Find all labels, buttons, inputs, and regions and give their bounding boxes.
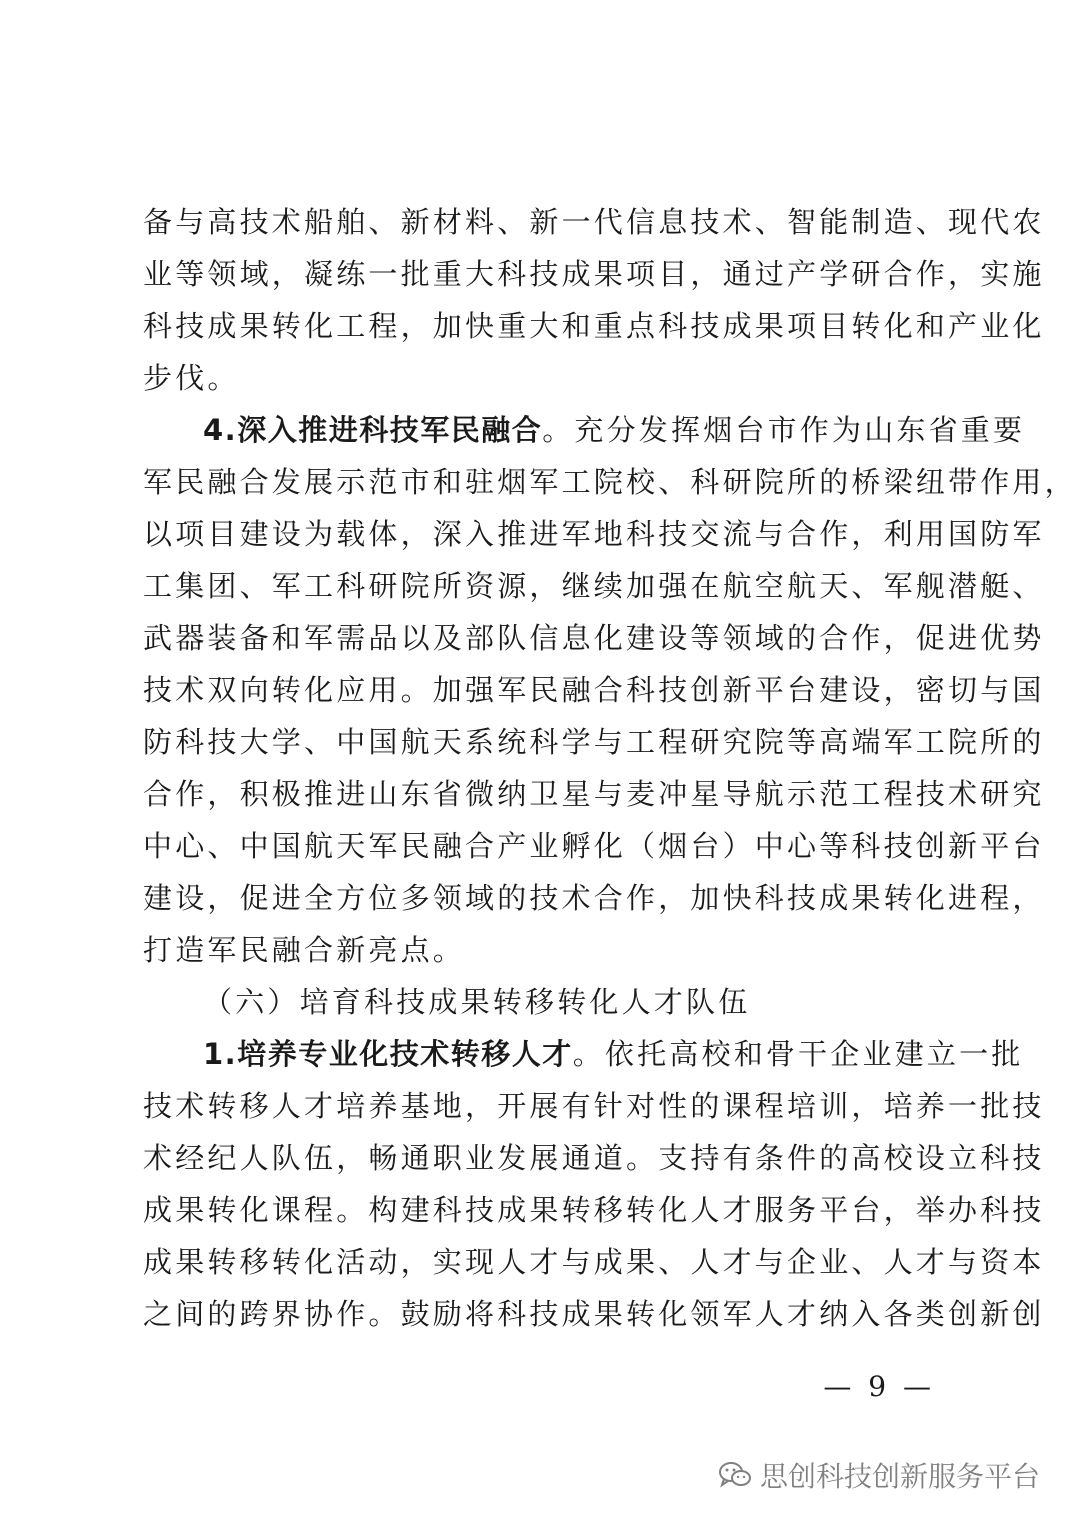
- text-line: 军民融合发展示范市和驻烟军工院校、科研院所的桥梁纽带作用，: [143, 465, 1077, 499]
- body-text: [143, 196, 1077, 1340]
- text-line: 术经纪人队伍，畅通职业发展通道。支持有条件的高校设立科技: [143, 1141, 1045, 1175]
- text-line: 成果转化课程。构建科技成果转移转化人才服务平台，举办科技: [143, 1193, 1045, 1227]
- text-line: 业等领域，凝练一批重大科技成果项目，通过产学研合作，实施: [143, 257, 1045, 291]
- text-line: 以项目建设为载体，深入推进军地科技交流与合作，利用国防军: [143, 517, 1045, 551]
- text-line: 武器装备和军需品以及部队信息化建设等领域的合作，促进优势: [143, 621, 1045, 655]
- text-line: 中心、中国航天军民融合产业孵化（烟台）中心等科技创新平台: [143, 829, 1045, 863]
- text-line: 步伐。: [143, 361, 240, 395]
- watermark-text: 思创科技创新服务平台: [759, 1460, 1040, 1493]
- text-line: 技术转移人才培养基地，开展有针对性的课程培训，培养一批技: [143, 1089, 1045, 1123]
- text-run: 。依托高校和骨干企业建立一批: [572, 1037, 1024, 1071]
- text-line: 科技成果转化工程，加快重大和重点科技成果项目转化和产业化: [143, 309, 1045, 343]
- text-line: 成果转移转化活动，实现人才与成果、人才与企业、人才与资本: [143, 1245, 1045, 1279]
- text-line: 建设，促进全方位多领域的技术合作，加快科技成果转化进程，: [143, 881, 1045, 915]
- text-line: 打造军民融合新亮点。: [143, 933, 466, 967]
- text-line: 合作，积极推进山东省微纳卫星与麦冲星导航示范工程技术研究: [143, 777, 1045, 811]
- text-line: 工集团、军工科研院所资源，继续加强在航空航天、军舰潜艇、: [143, 569, 1045, 603]
- text-run: 。充分发挥烟台市作为山东省重要: [542, 413, 1026, 447]
- paragraph-first-line: [143, 1028, 1024, 1080]
- text-line: 备与高技术船舶、新材料、新一代信息技术、智能制造、现代农: [143, 205, 1045, 239]
- paragraph-heading: 4.深入推进科技军民融合: [203, 413, 543, 447]
- watermark: [718, 1455, 1040, 1495]
- paragraph-heading: 1.培养专业化技术转移人才: [203, 1037, 573, 1071]
- text-line: 技术双向转化应用。加强军民融合科技创新平台建设，密切与国: [143, 673, 1045, 707]
- text-line: 防科技大学、中国航天系统科学与工程研究院等高端军工院所的: [143, 725, 1045, 759]
- section-heading: （六）培育科技成果转移转化人才队伍: [203, 985, 751, 1019]
- wechat-icon: [718, 1460, 752, 1490]
- text-line: 之间的跨界协作。鼓励将科技成果转化领军人才纳入各类创新创: [143, 1297, 1045, 1331]
- paragraph-first-line: [143, 404, 1026, 456]
- page-number: — 9 —: [823, 1370, 935, 1403]
